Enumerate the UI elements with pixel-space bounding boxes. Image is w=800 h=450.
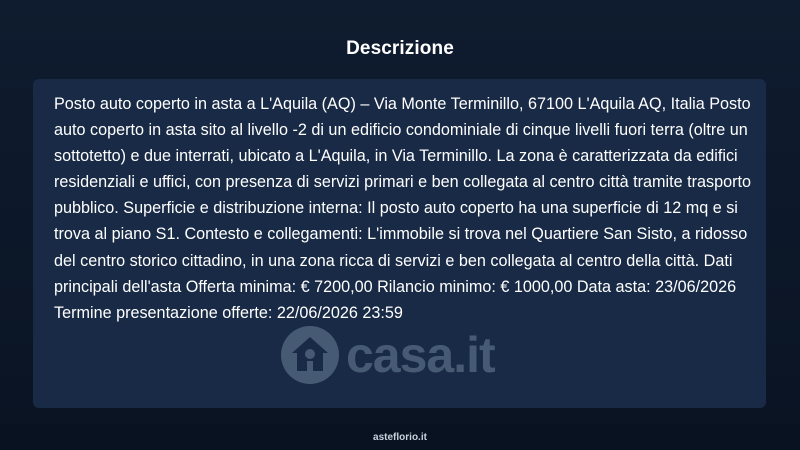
page-title: Descrizione xyxy=(346,38,454,59)
footer-source: asteflorio.it xyxy=(373,432,427,443)
watermark-text: casa.it xyxy=(346,327,495,383)
description-text: Posto auto coperto in asta a L'Aquila (AQ) – Via Monte Terminillo, 67100 L'Aquila AQ, Italia Posto auto coperto in asta sito al livello -2 di un edificio condominiale di cinque livelli fuori terra (oltre un sottotetto) e due interrati, ubicato a L'Aquila, in Via Terminillo. La zona è caratterizzata da edifici residenziali e uffici, con presenza di servizi primari e ben collegata al centro città tramite trasporto pubblico. Superficie e distribuzione interna: Il posto auto coperto ha una superficie di 12 mq e si trova al piano S1. Contesto e collegamenti: L'immobile si trova nel Quartiere San Sisto, a ridosso del centro storico cittadino, in una zona ricca di servizi e ben collegata al centro della città. Dati principali dell'asta Offerta minima: € 7200,00 Rilancio minimo: € 1000,00 Data asta: 23/06/2026 Termine presentazione offerte: 22/06/2026 23:59 xyxy=(54,95,751,322)
